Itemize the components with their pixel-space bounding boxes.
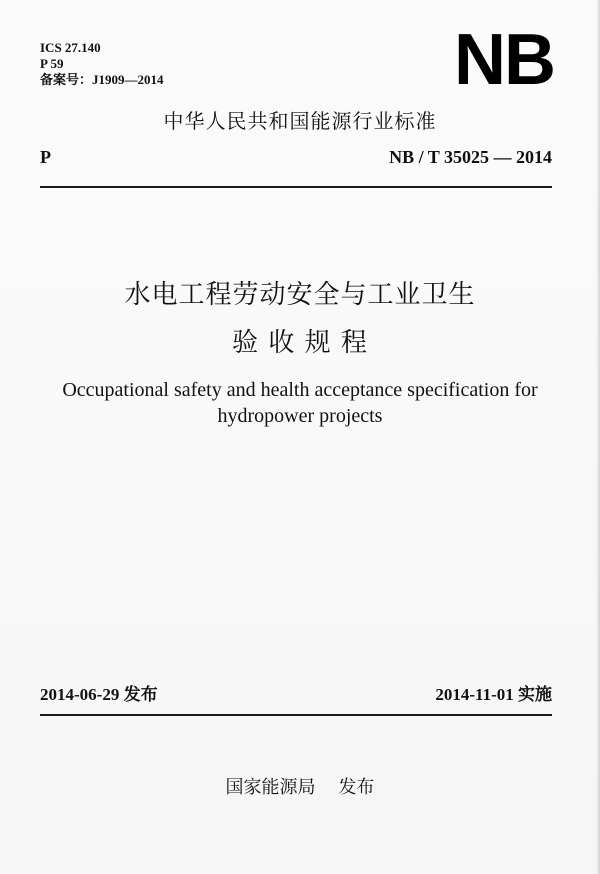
organization-title: 中华人民共和国能源行业标准 — [163, 109, 437, 133]
record-number: 备案号：J1909—2014 — [40, 72, 164, 87]
effective-date: 2014-11-01 实施 — [435, 685, 552, 704]
ccs-code: P 59 — [40, 56, 64, 71]
nb-logo: NB — [454, 20, 554, 100]
publisher: 国家能源局 发布 — [225, 777, 375, 798]
top-divider — [40, 186, 552, 188]
standard-number: NB / T 35025 — 2014 — [389, 147, 552, 167]
chinese-title-line-1: 水电工程劳动安全与工业卫生 — [124, 280, 476, 310]
english-title-line-1: Occupational safety and health acceptance specification for — [62, 379, 538, 401]
bottom-divider — [40, 714, 552, 716]
issue-date: 2014-06-29 发布 — [40, 685, 158, 704]
standard-category: P — [40, 147, 51, 167]
english-title-line-2: hydropower projects — [217, 405, 383, 427]
chinese-title-line-2: 验 收 规 程 — [232, 328, 368, 358]
ics-code: ICS 27.140 — [40, 40, 101, 55]
